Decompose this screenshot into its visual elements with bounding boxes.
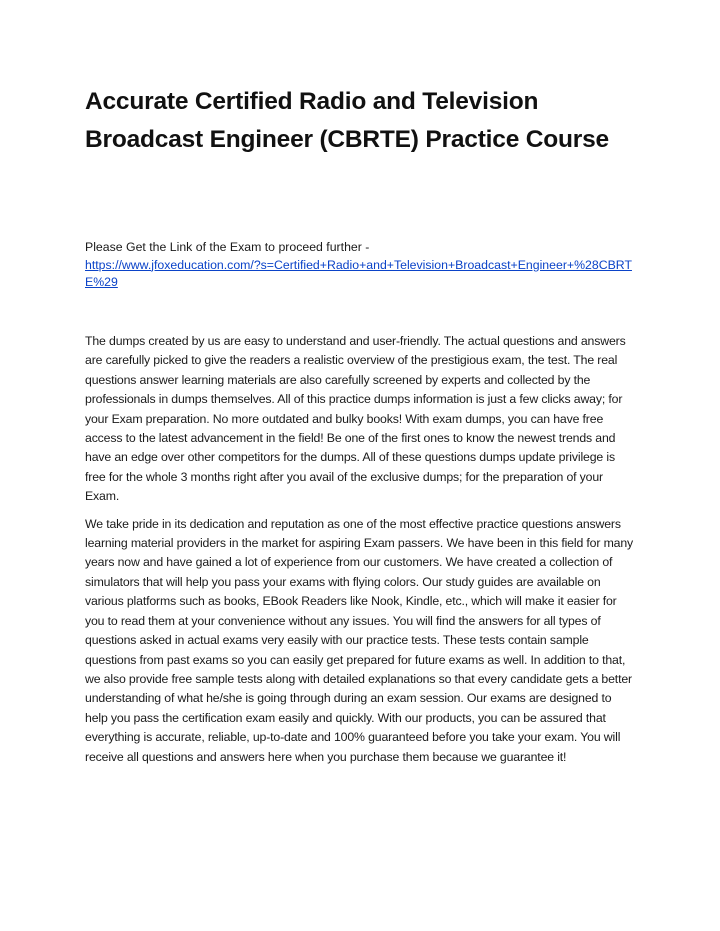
exam-link[interactable]: https://www.jfoxeducation.com/?s=Certified+Radio+and+Television+Broadcast+Engineer+%28CBRTE%29 — [85, 257, 632, 290]
paragraph-2-tail: Our exams are designed to help you pass the certification exam easily and quickly. With our products, you can be assured that everything is accurate, reliable, up-to-date and 100% guaranteed before you take your exam. You will receive all questions and answers here when you purchase them because we guarantee it! — [85, 691, 621, 764]
intro-section — [85, 239, 637, 292]
paragraph-2-main: We take pride in its dedication and reputation as one of the most effective practice questions answers learning material providers in the market for aspiring Exam passers. We have been in this field for many years now and have gained a lot of experience from our customers. We have created a collection of simulators that will help you pass your exams with flying colors. Our study guides are available on various platforms such as books, EBook Readers like Nook, Kindle, etc., which will make it easier for you to read them at your convenience without any issues. You will find the answers for all types of questions asked in actual exams very easily with our practice tests. These tests contain sample questions from past exams so you can easily get prepared for future exams as well. In addition to that, we also provide free sample tests along with detailed explanations so that every candidate gets a better understanding of what he/she is going through during an exam session. — [85, 516, 634, 706]
paragraph-2 — [85, 515, 637, 767]
page-title: Accurate Certified Radio and Television Broadcast Engineer (CBRTE) Practice Course — [85, 88, 609, 153]
paragraph-1: The dumps created by us are easy to understand and user-friendly. The actual questions and answers are carefully picked to give the readers a realistic overview of the prestigious exam, the test. The real questions answer learning materials are also carefully screened by experts and collected by the professionals in dumps themselves. All of this practice dumps information is just a few clicks away; for your Exam preparation. No more outdated and bulky books! With exam dumps, you can have free access to the latest advancement in the field! Be one of the first ones to know the newest trends and have an edge over other competitors for the dumps. All of these questions dumps update privilege is free for the whole 3 months right after you avail of the exclusive dumps; for the preparation of your Exam. — [85, 334, 626, 504]
body-text — [85, 332, 637, 775]
intro-text: Please Get the Link of the Exam to proceed further - — [85, 240, 370, 254]
